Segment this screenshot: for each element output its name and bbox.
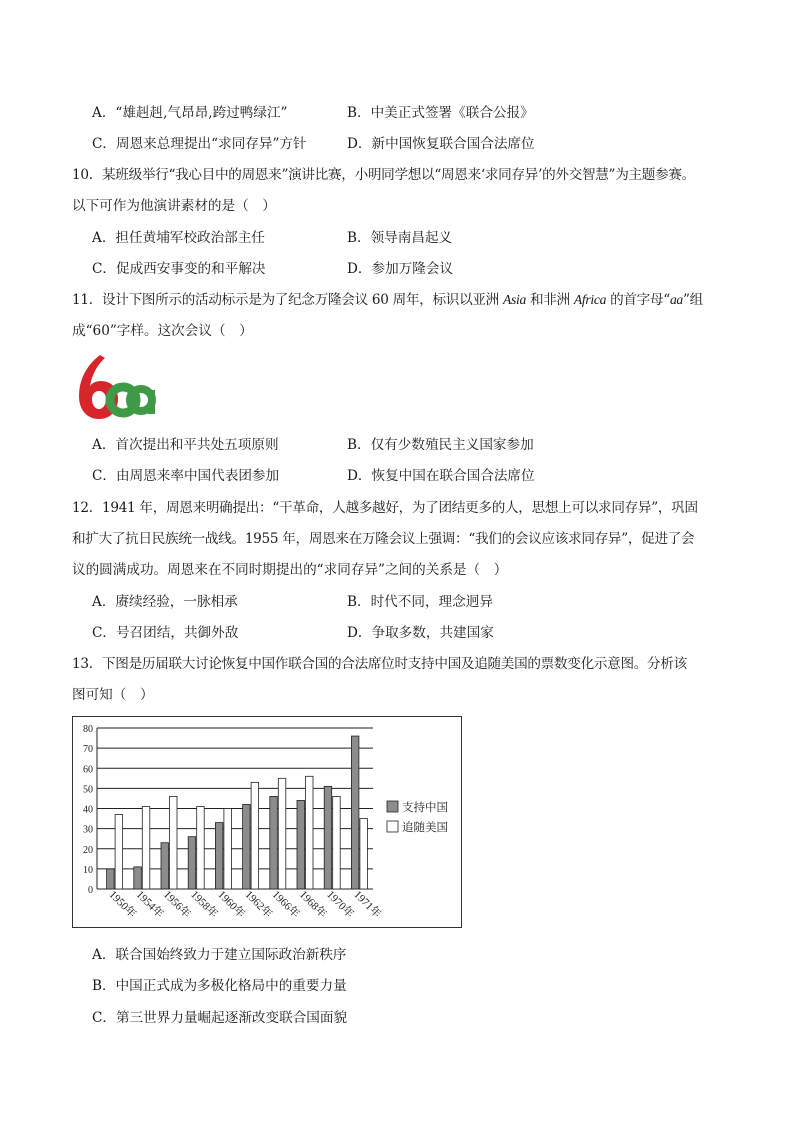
vote-chart-frame (72, 716, 462, 928)
bar-follow-us (360, 819, 368, 889)
bandung-60-logo (72, 352, 157, 424)
x-tick-label: 1958年 (188, 888, 220, 921)
q11-option-c: C．由周恩来率中国代表团参加 (92, 468, 280, 484)
q12-option-a: A．赓续经验，一脉相承 (92, 594, 238, 610)
y-tick-label: 70 (83, 744, 93, 756)
q10-option-a: A．担任黄埔军校政治部主任 (92, 230, 265, 246)
q11-stem-line2: 成“60”字样。这次会议（ ） (72, 323, 253, 339)
bar-follow-us (251, 782, 259, 889)
y-tick-label: 60 (83, 764, 93, 776)
q12-stem-line1: 12．1941 年，周恩来明确提出：“干革命，人越多越好，为了团结更多的人，思想上可以求同存异”，巩固 (72, 500, 698, 516)
q12-option-b: B．时代不同，理念迥异 (347, 594, 493, 610)
q9-option-b: B．中美正式签署《联合公报》 (347, 105, 534, 121)
q12-option-d: D．争取多数，共建国家 (347, 625, 494, 641)
q13-option-c: C．第三世界力量崛起逐渐改变联合国面貌 (92, 1010, 348, 1026)
bar-follow-us (197, 806, 205, 889)
legend-label: 支持中国 (402, 800, 448, 814)
bar-support-china (215, 823, 223, 889)
legend-swatch (387, 801, 398, 812)
y-tick-label: 40 (83, 804, 93, 816)
y-tick-label: 30 (83, 824, 93, 836)
legend-swatch (387, 821, 398, 832)
y-tick-label: 50 (83, 784, 93, 796)
q13-option-b: B．中国正式成为多极化格局中的重要力量 (92, 978, 347, 994)
q13-option-a: A．联合国始终致力于建立国际政治新秩序 (92, 947, 347, 963)
q12-option-c: C．号召团结，共御外敌 (92, 625, 239, 641)
bar-follow-us (224, 809, 232, 890)
y-tick-label: 0 (88, 885, 93, 896)
bar-support-china (270, 796, 278, 889)
vote-chart (73, 717, 461, 927)
y-tick-label: 80 (83, 724, 93, 735)
x-tick-label: 1960年 (215, 888, 248, 921)
q10-stem-line1: 10．某班级举行“我心目中的周恩来”演讲比赛，小明同学想以“周恩来‘求同存异’的外交智慧”为主题参赛。 (72, 167, 695, 183)
x-tick-label: 1968年 (296, 888, 329, 921)
x-tick-label: 1956年 (160, 888, 193, 921)
bar-follow-us (333, 796, 341, 889)
q13-stem-line2: 图可知（ ） (72, 687, 154, 703)
bar-support-china (107, 869, 115, 889)
q10-option-b: B．领导南昌起义 (347, 230, 453, 246)
q10-option-c: C．促成西安事变的和平解决 (92, 261, 266, 277)
y-tick-label: 20 (83, 844, 93, 856)
bar-follow-us (115, 815, 123, 889)
q9-option-d: D．新中国恢复联合国合法席位 (347, 136, 535, 152)
bar-support-china (351, 736, 359, 889)
q10-option-d: D．参加万隆会议 (347, 261, 454, 277)
x-tick-label: 1954年 (133, 888, 166, 921)
bar-support-china (161, 843, 169, 889)
q9-option-a: A．“雄赳赳,气昂昂,跨过鸭绿江” (92, 105, 288, 121)
q11-stem-line1: 11．设计下图所示的活动标示是为了纪念万隆会议 60 周年，标识以亚洲 Asia 和非洲 Africa 的首字母“aa”组 (72, 292, 703, 308)
bar-follow-us (142, 806, 150, 889)
y-tick-label: 10 (83, 864, 93, 876)
q9-option-c: C．周恩来总理提出“求同存异”方针 (92, 136, 307, 152)
x-tick-label: 1962年 (242, 888, 275, 921)
q12-stem-line2: 和扩大了抗日民族统一战线。1955 年，周恩来在万隆会议上强调：“我们的会议应该求同存异”，促进了会 (72, 531, 695, 547)
bar-support-china (324, 786, 332, 889)
legend-label: 追随美国 (402, 820, 448, 834)
q11-option-a: A．首次提出和平共处五项原则 (92, 437, 279, 453)
q10-stem-line2: 以下可作为他演讲素材的是（ ） (72, 198, 276, 214)
bar-follow-us (170, 796, 178, 889)
bar-support-china (243, 804, 251, 889)
bar-support-china (297, 800, 305, 889)
q11-option-b: B．仅有少数殖民主义国家参加 (347, 437, 534, 453)
x-tick-label: 1970年 (324, 888, 356, 921)
x-tick-label: 1950年 (106, 888, 139, 921)
bar-support-china (134, 867, 142, 889)
x-tick-label: 1966年 (269, 888, 302, 921)
bar-follow-us (306, 776, 314, 889)
q12-stem-line3: 议的圆满成功。周恩来在不同时期提出的“求同存异”之间的关系是（ ） (72, 562, 508, 578)
bar-support-china (188, 837, 196, 889)
x-tick-label: 1971年 (351, 888, 384, 921)
bar-follow-us (278, 778, 286, 889)
q13-stem-line1: 13．下图是历届联大讨论恢复中国作联合国的合法席位时支持中国及追随美国的票数变化示意图。分析该 (72, 656, 687, 672)
q11-option-d: D．恢复中国在联合国合法席位 (347, 468, 535, 484)
